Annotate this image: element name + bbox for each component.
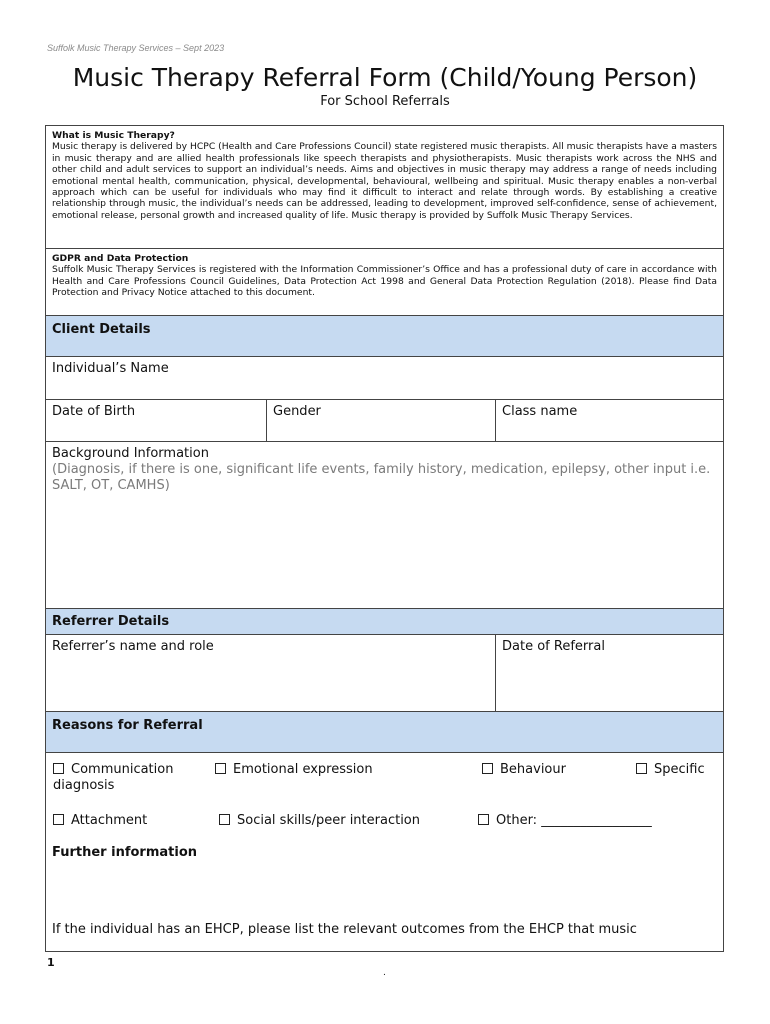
option-social[interactable] — [219, 813, 420, 828]
specific-label: Specific — [654, 762, 705, 777]
gender-field[interactable] — [266, 400, 495, 441]
background-info-field[interactable] — [46, 442, 723, 608]
individual-name-field[interactable] — [46, 357, 723, 400]
option-other[interactable] — [478, 813, 652, 828]
gdpr-heading: GDPR and Data Protection — [52, 253, 189, 264]
option-attachment[interactable] — [53, 813, 147, 828]
communication-label: Communication — [71, 762, 174, 777]
dob-field[interactable] — [46, 400, 266, 441]
reasons-header — [46, 711, 723, 753]
behaviour-label: Behaviour — [500, 762, 566, 777]
form-title: Music Therapy Referral Form (Child/Young Person) — [72, 63, 698, 92]
emotional-checkbox[interactable] — [215, 763, 226, 774]
option-specific-cont — [53, 778, 114, 793]
dob-label: Date of Birth — [52, 404, 136, 419]
footer-dot: . — [383, 968, 386, 978]
individual-name-label: Individual’s Name — [52, 361, 169, 376]
social-label: Social skills/peer interaction — [237, 813, 420, 828]
what-is-heading: What is Music Therapy? — [52, 130, 175, 141]
referrer-name-role-label: Referrer’s name and role — [52, 639, 214, 654]
class-name-field[interactable] — [495, 400, 723, 441]
social-checkbox[interactable] — [219, 814, 230, 825]
dob-gender-class-row — [46, 400, 723, 442]
page-number: 1 — [47, 956, 55, 969]
option-communication[interactable] — [53, 762, 173, 777]
client-details-title: Client Details — [52, 322, 151, 337]
class-name-label: Class name — [502, 404, 578, 419]
client-details-header — [46, 315, 723, 357]
specific-diagnosis-cont-label: diagnosis — [53, 778, 115, 793]
further-info-heading: Further information — [52, 845, 198, 860]
other-label: Other: _________________ — [496, 813, 652, 828]
date-of-referral-label: Date of Referral — [502, 639, 605, 654]
attachment-checkbox[interactable] — [53, 814, 64, 825]
what-is-section — [46, 126, 723, 249]
attachment-label: Attachment — [71, 813, 148, 828]
form-subtitle: For School Referrals — [320, 94, 450, 109]
referrer-name-role-field[interactable] — [46, 635, 495, 711]
ehcp-text: If the individual has an EHCP, please list the relevant outcomes from the EHCP that music — [52, 922, 637, 937]
background-info-label: Background Information — [52, 446, 209, 461]
referral-form — [45, 125, 724, 952]
gdpr-body: Suffolk Music Therapy Services is registered with the Information Commissioner’s Office and has a professional duty of care in accordance with Health and Care Professions Council Guidelines, Data Protection Act 1998 and General Data Protection Regulation (2018). Please find Data Protection and Privacy Notice attached to this document. — [52, 264, 717, 299]
specific-checkbox[interactable] — [636, 763, 647, 774]
header-note: Suffolk Music Therapy Services – Sept 2023 — [47, 43, 225, 53]
what-is-body: Music therapy is delivered by HCPC (Health and Care Professions Council) state registered music therapists. All music therapists have a masters in music therapy and are allied health professionals like speech therapists and physiotherapists. Music therapists work across the NHS and other child and adult services to support an individual’s needs. Aims and objectives in music therapy may address a range of needs including emotional mental health, communication, physical, developmental, behavioural, wellbeing and spiritual. Music therapy enables a non-verbal approach which can be useful for individuals who may find it difficult to interact and relate through words. By establishing a creative relationship through music, the individual’s needs can be addressed, leading to development, improved self-confidence, sense of achievement, emotional release, personal growth and increased quality of life. Music therapy is provided by Suffolk Music Therapy Services. — [52, 141, 717, 221]
behaviour-checkbox[interactable] — [482, 763, 493, 774]
other-checkbox[interactable] — [478, 814, 489, 825]
communication-checkbox[interactable] — [53, 763, 64, 774]
option-behaviour[interactable] — [482, 762, 566, 777]
date-of-referral-field[interactable] — [495, 635, 723, 711]
reasons-title: Reasons for Referral — [52, 718, 203, 733]
option-emotional[interactable] — [215, 762, 373, 777]
gender-label: Gender — [273, 404, 321, 419]
referrer-row — [46, 635, 723, 711]
emotional-label: Emotional expression — [233, 762, 373, 777]
referrer-details-title: Referrer Details — [52, 614, 170, 629]
referrer-details-header — [46, 608, 723, 635]
background-info-hint: (Diagnosis, if there is one, significant life events, family history, medication, epilepsy, other input i.e. SALT, OT, CAMHS) — [52, 462, 711, 493]
option-specific[interactable] — [636, 762, 705, 777]
gdpr-section — [46, 249, 723, 315]
